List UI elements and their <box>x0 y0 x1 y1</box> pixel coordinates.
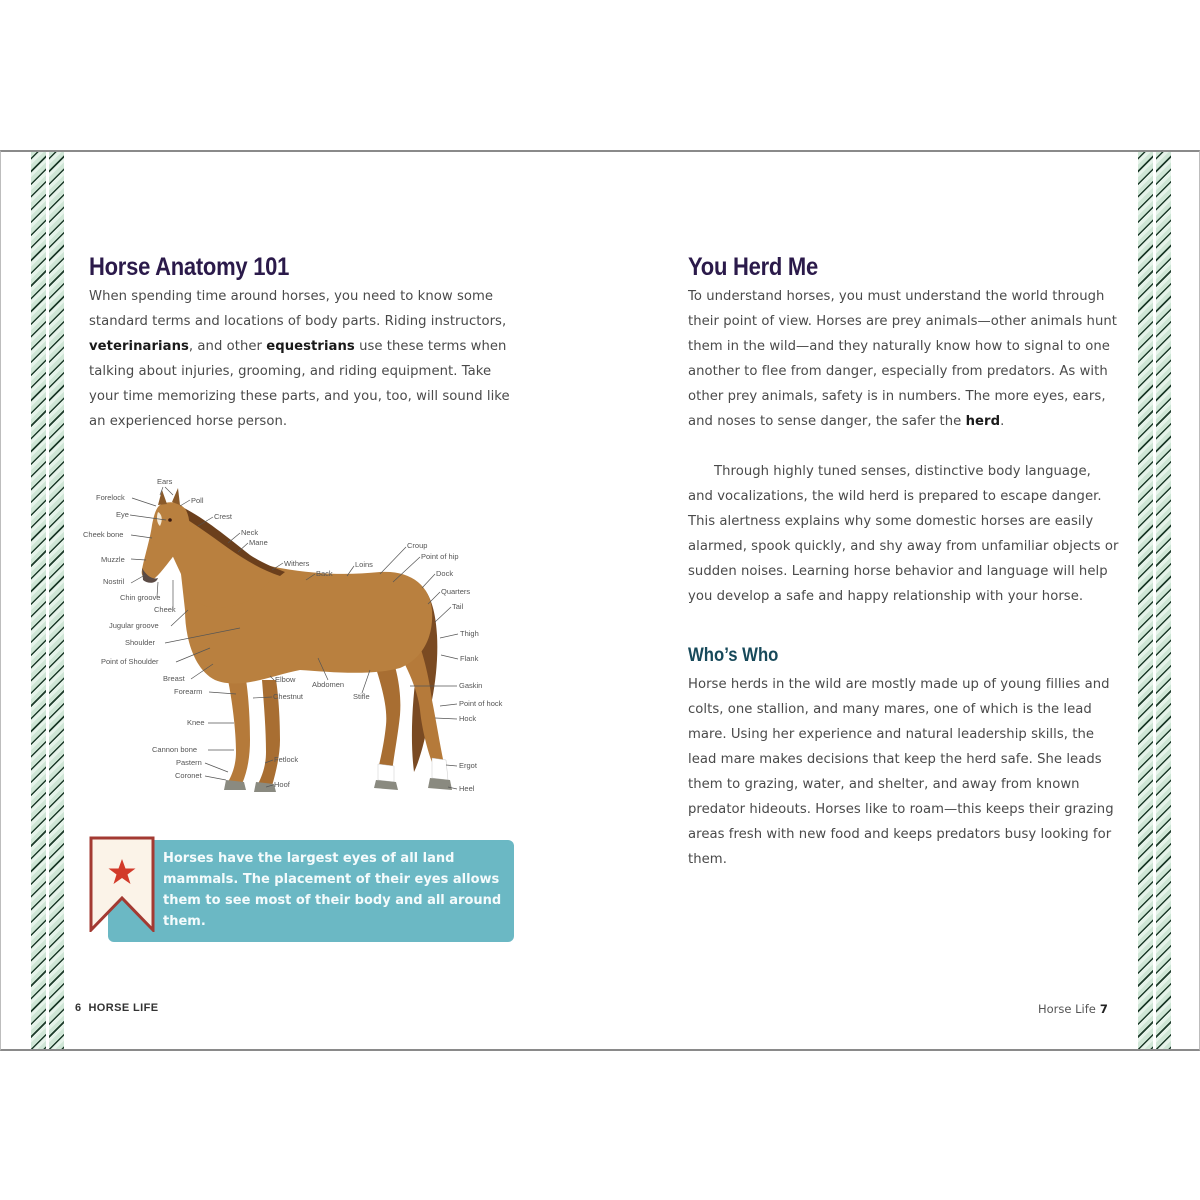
label-withers: Withers <box>284 559 310 568</box>
right-page-footer <box>1038 1002 1108 1016</box>
label-point-of-hip: Point of hip <box>421 552 459 561</box>
right-running-head: Horse Life <box>1038 1002 1096 1016</box>
label-hoof: Hoof <box>274 780 290 789</box>
label-breast: Breast <box>163 674 185 683</box>
right-page-title: You Herd Me <box>688 253 818 281</box>
bookmark-ribbon-icon <box>89 836 155 932</box>
label-heel: Heel <box>459 784 475 793</box>
glossary-term-equestrians: equestrians <box>266 339 355 354</box>
label-cannon-bone: Cannon bone <box>152 745 198 754</box>
left-page-footer <box>75 1002 158 1014</box>
label-hock: Hock <box>459 714 477 723</box>
intro-text-1: When spending time around horses, you need to know some standard terms and locations of body parts. Riding instructors, <box>89 289 507 329</box>
label-crest: Crest <box>214 512 232 521</box>
label-abdomen: Abdomen <box>312 680 345 689</box>
label-ears: Ears <box>157 477 173 486</box>
fun-fact-text: Horses have the largest eyes of all land mammals. The placement of their eyes allows them to see most of their body and all around them. <box>163 851 502 929</box>
label-muzzle: Muzzle <box>101 555 125 564</box>
herd-paragraph-1-end: . <box>1000 414 1005 429</box>
rope-border-left-inner <box>49 152 64 1049</box>
label-back: Back <box>316 569 333 578</box>
label-jugular-groove: Jugular groove <box>109 621 159 630</box>
label-point-of-shoulder: Point of Shoulder <box>101 657 159 666</box>
left-page-number: 6 <box>75 1002 82 1014</box>
whos-who-heading: Who’s Who <box>688 645 779 666</box>
herd-paragraph-1 <box>688 284 1120 434</box>
label-dock: Dock <box>436 569 454 578</box>
label-stifle: Stifle <box>353 692 370 701</box>
herd-paragraph-1-text: To understand horses, you must understand the world through their point of view. Horses are prey animals—other animals hunt them in the wild—and they naturally know how to signal to one another to flee from danger, especially from predators. As with other prey animals, safety is in numbers. The more eyes, ears, and noses to sense danger, the safer the <box>688 289 1117 429</box>
label-cheek-bone: Cheek bone <box>83 530 124 539</box>
horse-anatomy-diagram <box>75 472 525 802</box>
label-cheek: Cheek <box>154 605 176 614</box>
rope-border-left-outer <box>31 152 46 1049</box>
label-point-of-hock: Point of hock <box>459 699 503 708</box>
herd-paragraph-2: Through highly tuned senses, distinctive body language, and vocalizations, the wild herd is prepared to escape danger. This alertness explains why some domestic horses are easily alarmed, spook quickly, and shy away from unfamiliar objects or sudden noises. Learning horse behavior and language will help you develop a safe and happy relationship with your horse. <box>688 464 1119 604</box>
label-eye: Eye <box>116 510 129 519</box>
label-gaskin: Gaskin <box>459 681 483 690</box>
intro-text-2: , and other <box>188 339 267 354</box>
glossary-term-herd: herd <box>965 414 1001 429</box>
intro-text-3: use these terms when talking about injuries, grooming, and riding equipment. Take your time memorizing these parts, and you, too, will sound like an experienced horse person. <box>89 339 510 429</box>
label-forearm: Forearm <box>174 687 203 696</box>
label-chin-groove: Chin groove <box>120 593 161 602</box>
label-fetlock: Fetlock <box>274 755 299 764</box>
label-loins: Loins <box>355 560 373 569</box>
label-mane: Mane <box>249 538 268 547</box>
label-coronet: Coronet <box>175 771 202 780</box>
label-ergot: Ergot <box>459 761 477 770</box>
label-tail: Tail <box>452 602 464 611</box>
label-shoulder: Shoulder <box>125 638 156 647</box>
label-neck: Neck <box>241 528 259 537</box>
label-chestnut: Chestnut <box>273 692 304 701</box>
label-knee: Knee <box>187 718 205 727</box>
label-elbow: Elbow <box>275 675 296 684</box>
anatomy-intro-paragraph <box>89 284 519 434</box>
left-running-head: HORSE LIFE <box>88 1002 159 1014</box>
glossary-term-veterinarians: veterinarians <box>89 339 189 354</box>
label-thigh: Thigh <box>460 629 479 638</box>
left-page-title: Horse Anatomy 101 <box>89 253 290 281</box>
label-croup: Croup <box>407 541 428 550</box>
label-nostril: Nostril <box>103 577 125 586</box>
label-forelock: Forelock <box>96 493 125 502</box>
rope-border-right-outer <box>1156 152 1171 1049</box>
right-page-number: 7 <box>1099 1002 1108 1016</box>
label-pastern: Pastern <box>176 758 202 767</box>
whos-who-paragraph: Horse herds in the wild are mostly made up of young fillies and colts, one stallion, and many mares, one of which is the lead mare. Using her experience and natural leadership skills, the lead mare makes decisions that keep the herd safe. She leads them to grazing, water, and shelter, and away from known predator hideouts. Horses like to roam—this keeps their grazing areas fresh with new food and keeps predators busy looking for them. <box>688 677 1114 867</box>
label-quarters: Quarters <box>441 587 471 596</box>
rope-border-right-inner <box>1138 152 1153 1049</box>
label-poll: Poll <box>191 496 204 505</box>
label-flank: Flank <box>460 654 479 663</box>
